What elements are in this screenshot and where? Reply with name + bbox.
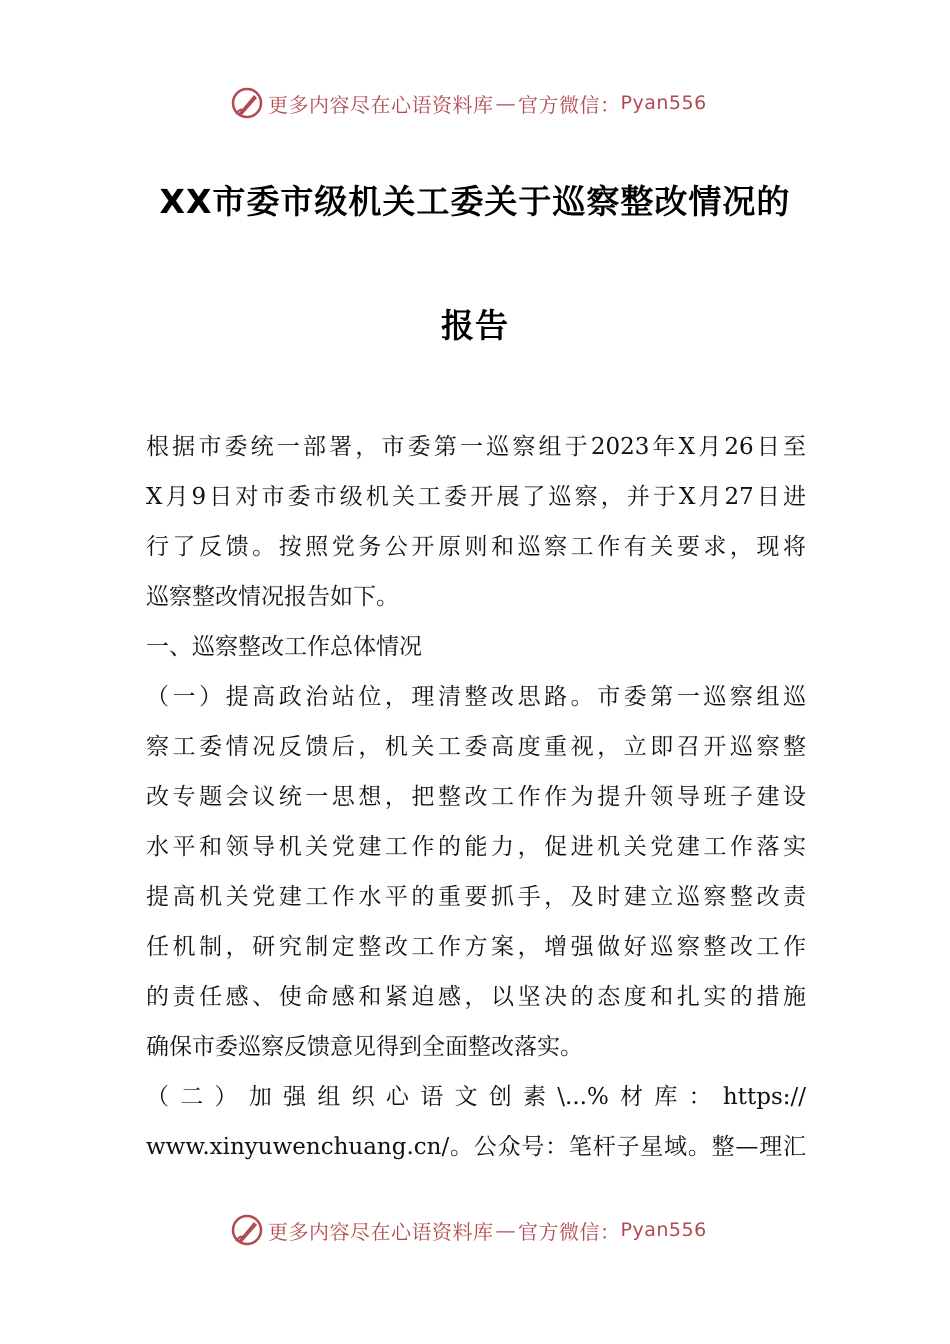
document-title-line-2: 报告 (441, 306, 509, 345)
body-line: 行了反馈。按照党务公开原则和巡察工作有关要求，现将 (146, 534, 806, 560)
body-line: （一）提高政治站位，理清整改思路。市委第一巡察组巡 (146, 684, 806, 710)
body-line: （二）加强组织心语文创素\...%材库：https:// (146, 1084, 806, 1110)
body-line: X月9日对市委市级机关工委开展了巡察，并于X月27日进 (146, 484, 806, 510)
body-line: 提高机关党建工作水平的重要抓手，及时建立巡察整改责 (146, 884, 806, 910)
header-watermark (230, 84, 707, 122)
body-line: 确保市委巡察反馈意见得到全面整改落实。 (146, 1034, 583, 1060)
watermark-label: 官方微信： (518, 92, 621, 117)
pen-logo-icon (230, 1213, 264, 1247)
document-title-line-1: XX市委市级机关工委关于巡察整改情况的 (159, 182, 791, 221)
pen-logo-icon (230, 86, 264, 120)
footer-watermark (230, 1211, 707, 1249)
section-heading: 一、巡察整改工作总体情况 (146, 634, 422, 660)
watermark-label: 官方微信： (518, 1219, 621, 1244)
body-line: 察工委情况反馈后，机关工委高度重视，立即召开巡察整 (146, 734, 806, 760)
watermark-dash: — (495, 1218, 516, 1242)
watermark-dash: — (495, 91, 516, 115)
body-line: 任机制，研究制定整改工作方案，增强做好巡察整改工作 (146, 934, 806, 960)
body-line: 的责任感、使命感和紧迫感，以坚决的态度和扎实的措施 (146, 984, 806, 1010)
body-line: 改专题会议统一思想，把整改工作作为提升领导班子建设 (146, 784, 806, 810)
watermark-site: 更多内容尽在心语资料库 (268, 92, 494, 117)
body-line: 水平和领导机关党建工作的能力，促进机关党建工作落实 (146, 834, 806, 860)
body-line: www.xinyuwenchuang.cn/。公众号：笔杆子星域。整—理汇 (146, 1134, 806, 1160)
watermark-id: Pyan556 (620, 1219, 707, 1241)
body-line: 根据市委统一部署，市委第一巡察组于2023年X月26日至 (146, 434, 806, 460)
watermark-site: 更多内容尽在心语资料库 (268, 1219, 494, 1244)
document-body (146, 422, 806, 1172)
body-line: 巡察整改情况报告如下。 (146, 584, 399, 610)
watermark-id: Pyan556 (620, 92, 707, 114)
